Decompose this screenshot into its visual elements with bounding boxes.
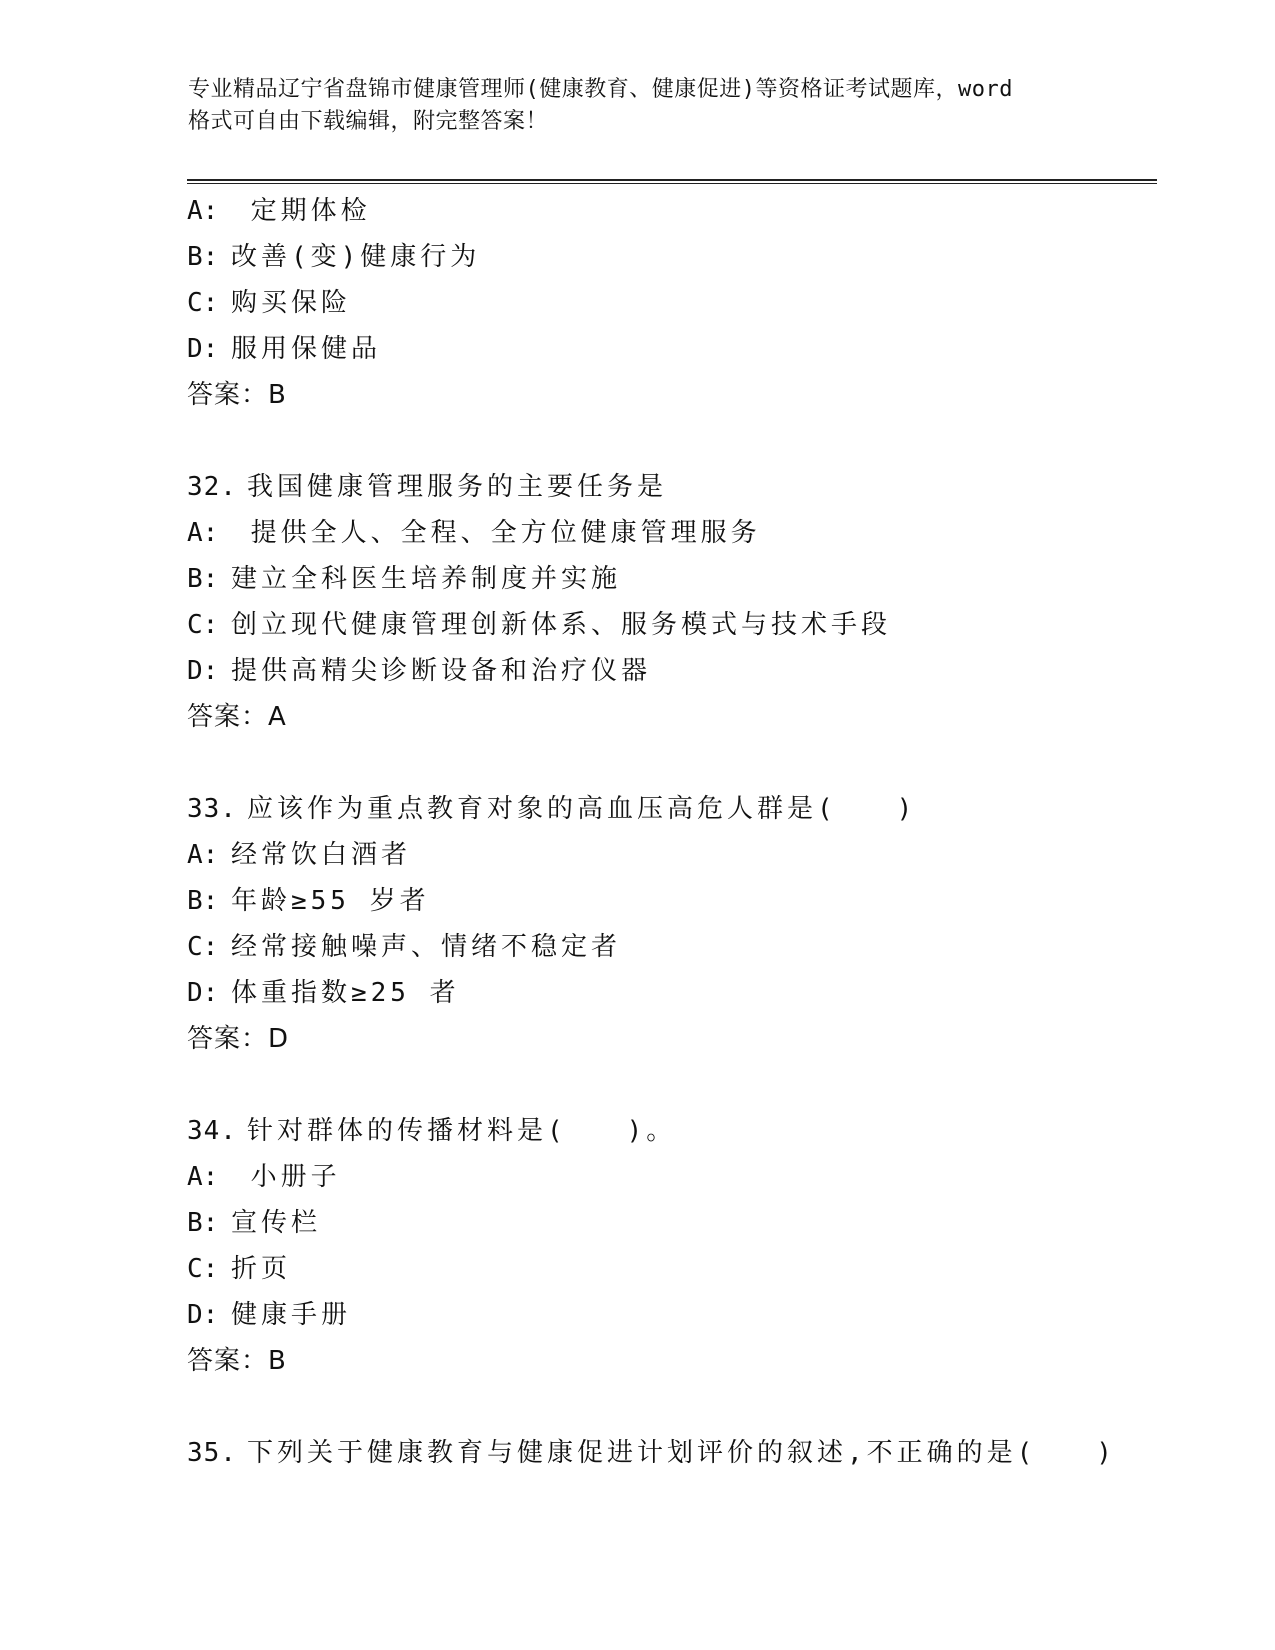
option-key: D: bbox=[187, 978, 219, 1008]
spacer bbox=[187, 740, 1187, 786]
option-key: B: bbox=[187, 886, 219, 916]
option-text: 经常饮白酒者 bbox=[231, 840, 412, 870]
answer-line: 答案：D bbox=[187, 1024, 290, 1054]
question-number: 35. bbox=[187, 1438, 237, 1468]
option-d bbox=[187, 648, 1187, 694]
question-list bbox=[187, 188, 1187, 1476]
option-text: 提供全人、全程、全方位健康管理服务 bbox=[231, 518, 761, 548]
option-a bbox=[187, 510, 1187, 556]
question-text: 针对群体的传播材料是( )。 bbox=[247, 1116, 677, 1146]
option-key: B: bbox=[187, 242, 219, 272]
option-key: D: bbox=[187, 1300, 219, 1330]
spacer bbox=[187, 1384, 1187, 1430]
answer-line: 答案：B bbox=[187, 1346, 287, 1376]
option-text: 折页 bbox=[231, 1254, 292, 1284]
page-header bbox=[188, 74, 1088, 138]
option-text: 改善(变)健康行为 bbox=[231, 242, 481, 272]
option-key: A: bbox=[187, 518, 219, 548]
option-text: 定期体检 bbox=[231, 196, 371, 226]
header-line-2: 格式可自由下载编辑，附完整答案！ bbox=[188, 109, 549, 134]
question-text: 下列关于健康教育与健康促进计划评价的叙述,不正确的是( ) bbox=[247, 1438, 1116, 1468]
spacer bbox=[187, 1062, 1187, 1108]
header-line-1: 专业精品辽宁省盘锦市健康管理师(健康教育、健康促进)等资格证考试题库，word bbox=[188, 77, 1013, 102]
header-rule-thin bbox=[187, 183, 1157, 184]
option-key: C: bbox=[187, 610, 219, 640]
question-number: 32. bbox=[187, 472, 237, 502]
option-d bbox=[187, 970, 1187, 1016]
option-key: B: bbox=[187, 564, 219, 594]
option-text: 小册子 bbox=[231, 1162, 341, 1192]
option-b bbox=[187, 556, 1187, 602]
question-stem bbox=[187, 464, 1187, 510]
option-c bbox=[187, 280, 1187, 326]
option-text: 提供高精尖诊断设备和治疗仪器 bbox=[231, 656, 652, 686]
option-a bbox=[187, 832, 1187, 878]
answer-line: 答案：B bbox=[187, 380, 287, 410]
question-stem bbox=[187, 786, 1187, 832]
answer-line: 答案：A bbox=[187, 702, 287, 732]
question-stem bbox=[187, 1108, 1187, 1154]
option-key: B: bbox=[187, 1208, 219, 1238]
option-text: 经常接触噪声、情绪不稳定者 bbox=[231, 932, 622, 962]
option-key: C: bbox=[187, 1254, 219, 1284]
option-c bbox=[187, 602, 1187, 648]
option-text: 创立现代健康管理创新体系、服务模式与技术手段 bbox=[231, 610, 892, 640]
option-b bbox=[187, 1200, 1187, 1246]
header-rule-thick bbox=[187, 179, 1157, 181]
option-text: 建立全科医生培养制度并实施 bbox=[231, 564, 622, 594]
question-block-32 bbox=[187, 464, 1187, 740]
option-key: D: bbox=[187, 656, 219, 686]
option-key: D: bbox=[187, 334, 219, 364]
question-block-33 bbox=[187, 786, 1187, 1062]
option-c bbox=[187, 924, 1187, 970]
option-text: 服用保健品 bbox=[231, 334, 382, 364]
option-c bbox=[187, 1246, 1187, 1292]
option-text: 购买保险 bbox=[231, 288, 352, 318]
spacer bbox=[187, 418, 1187, 464]
option-key: A: bbox=[187, 840, 219, 870]
option-a bbox=[187, 1154, 1187, 1200]
option-key: C: bbox=[187, 932, 219, 962]
option-b bbox=[187, 878, 1187, 924]
question-block-31 bbox=[187, 188, 1187, 418]
question-number: 33. bbox=[187, 794, 237, 824]
option-d bbox=[187, 1292, 1187, 1338]
option-text: 体重指数≥25 者 bbox=[231, 978, 460, 1008]
option-text: 宣传栏 bbox=[231, 1208, 322, 1238]
option-a bbox=[187, 188, 1187, 234]
question-text: 应该作为重点教育对象的高血压高危人群是( ) bbox=[247, 794, 917, 824]
question-block-35 bbox=[187, 1430, 1187, 1476]
question-text: 我国健康管理服务的主要任务是 bbox=[247, 472, 668, 502]
option-b bbox=[187, 234, 1187, 280]
option-key: A: bbox=[187, 1162, 219, 1192]
option-text: 年龄≥55 岁者 bbox=[231, 886, 430, 916]
option-key: A: bbox=[187, 196, 219, 226]
option-d bbox=[187, 326, 1187, 372]
option-key: C: bbox=[187, 288, 219, 318]
question-block-34 bbox=[187, 1108, 1187, 1384]
question-stem bbox=[187, 1430, 1187, 1476]
question-number: 34. bbox=[187, 1116, 237, 1146]
option-text: 健康手册 bbox=[231, 1300, 352, 1330]
